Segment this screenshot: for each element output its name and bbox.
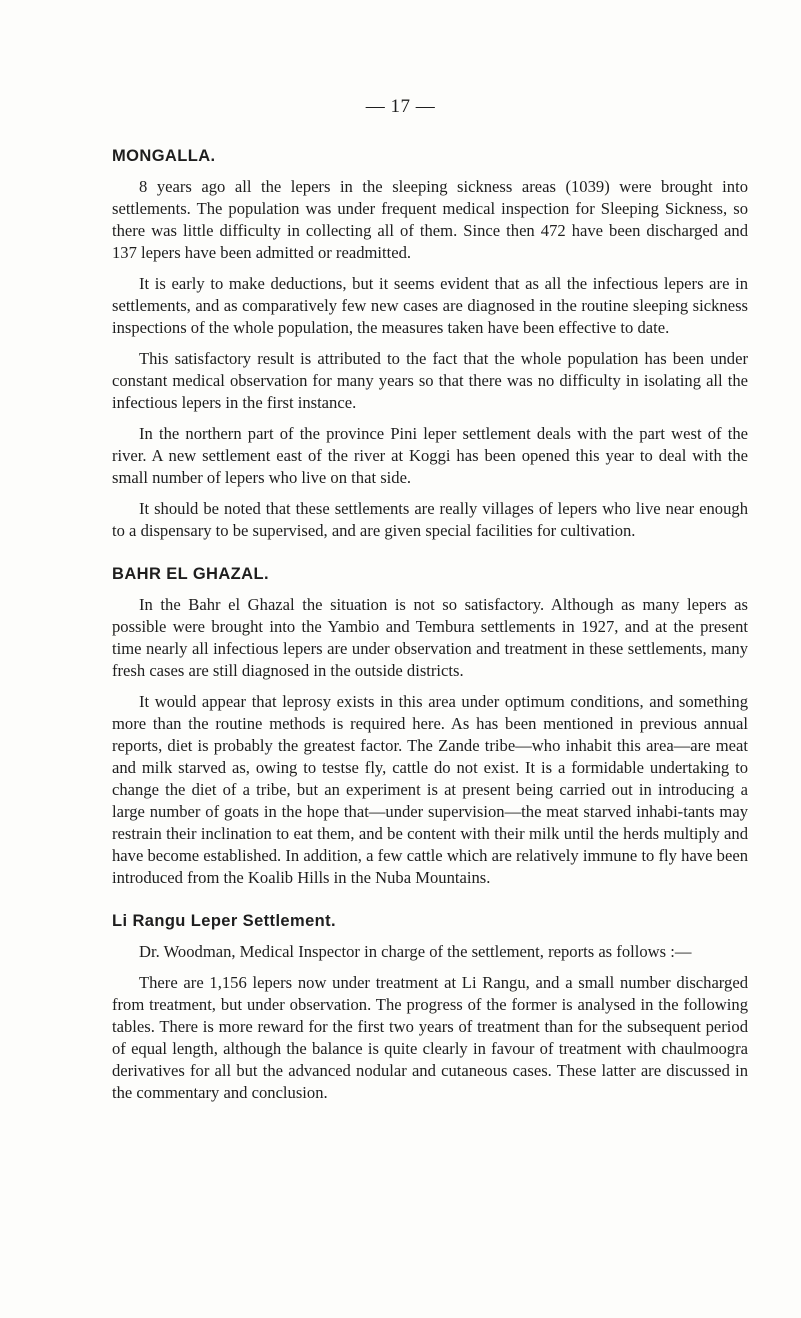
- paragraph: In the northern part of the province Pini leper settlement deals with the part west of the river. A new settlement east of the river at Koggi has been opened this year to deal with the small number of lepers who live on that side.: [112, 424, 748, 487]
- paragraph: In the Bahr el Ghazal the situation is not so satisfactory. Although as many lepers as possible were brought into the Yambio and Tembura settlements in 1927, and at the present time nearly all infectious lepers are under observation and treatment in these settlements, many fresh cases are still diagnosed in the outside districts.: [112, 595, 748, 680]
- document-body: [112, 144, 748, 1113]
- paragraph: 8 years ago all the lepers in the sleeping sickness areas (1039) were brought into settlements. The population was under frequent medical inspection for Sleeping Sickness, so there was little difficulty in collecting all of them. Since then 472 have been discharged and 137 lepers have been admitted or readmitted.: [112, 177, 748, 262]
- paragraph: It is early to make deductions, but it seems evident that as all the infectious lepers are in settlements, and as comparatively few new cases are diagnosed in the routine sleeping sickness inspections of the whole population, the measures taken have been effective to date.: [112, 274, 748, 337]
- section-bahr-el-ghazal: [112, 562, 748, 889]
- paragraph: There are 1,156 lepers now under treatment at Li Rangu, and a small number discharged from treatment, but under observation. The progress of the former is analysed in the following tables. There is more reward for the first two years of treatment than for the subsequent period of equal length, although the balance is quite clearly in favour of treatment with chaulmoogra derivatives for all but the advanced nodular and cutaneous cases. These latter are discussed in the commentary and conclusion.: [112, 973, 748, 1102]
- section-heading-mongalla: MONGALLA.: [112, 147, 216, 165]
- page-number: — 17 —: [365, 96, 436, 117]
- section-li-rangu: [112, 909, 748, 1104]
- paragraph: This satisfactory result is attributed to the fact that the whole population has been under constant medical observation for many years so that there was no difficulty in isolating all the infectious lepers in the first instance.: [112, 349, 748, 412]
- section-heading-li-rangu: Li Rangu Leper Settlement.: [112, 912, 337, 930]
- paragraph: It should be noted that these settlements are really villages of lepers who live near enough to a dispensary to be supervised, and are given special facilities for cultivation.: [112, 499, 748, 540]
- section-mongalla: [112, 144, 748, 542]
- paragraph: Dr. Woodman, Medical Inspector in charge of the settlement, reports as follows :—: [139, 942, 692, 961]
- section-heading-bahr-el-ghazal: BAHR EL GHAZAL.: [112, 565, 269, 583]
- paragraph: It would appear that leprosy exists in this area under optimum conditions, and something more than the routine methods is required here. As has been mentioned in previous annual reports, diet is probably the greatest factor. The Zande tribe—who inhabit this area—are meat and milk starved as, owing to testse fly, cattle do not exist. It is a formidable undertaking to change the diet of a tribe, but an experiment is at present being carried out in introducing a large number of goats in the hope that—under supervision—the meat starved inhabi-tants may restrain their inclination to eat them, and be content with their milk until the herds multiply and have become established. In addition, a few cattle which are relatively immune to fly have been introduced from the Koalib Hills in the Nuba Mountains.: [112, 692, 748, 887]
